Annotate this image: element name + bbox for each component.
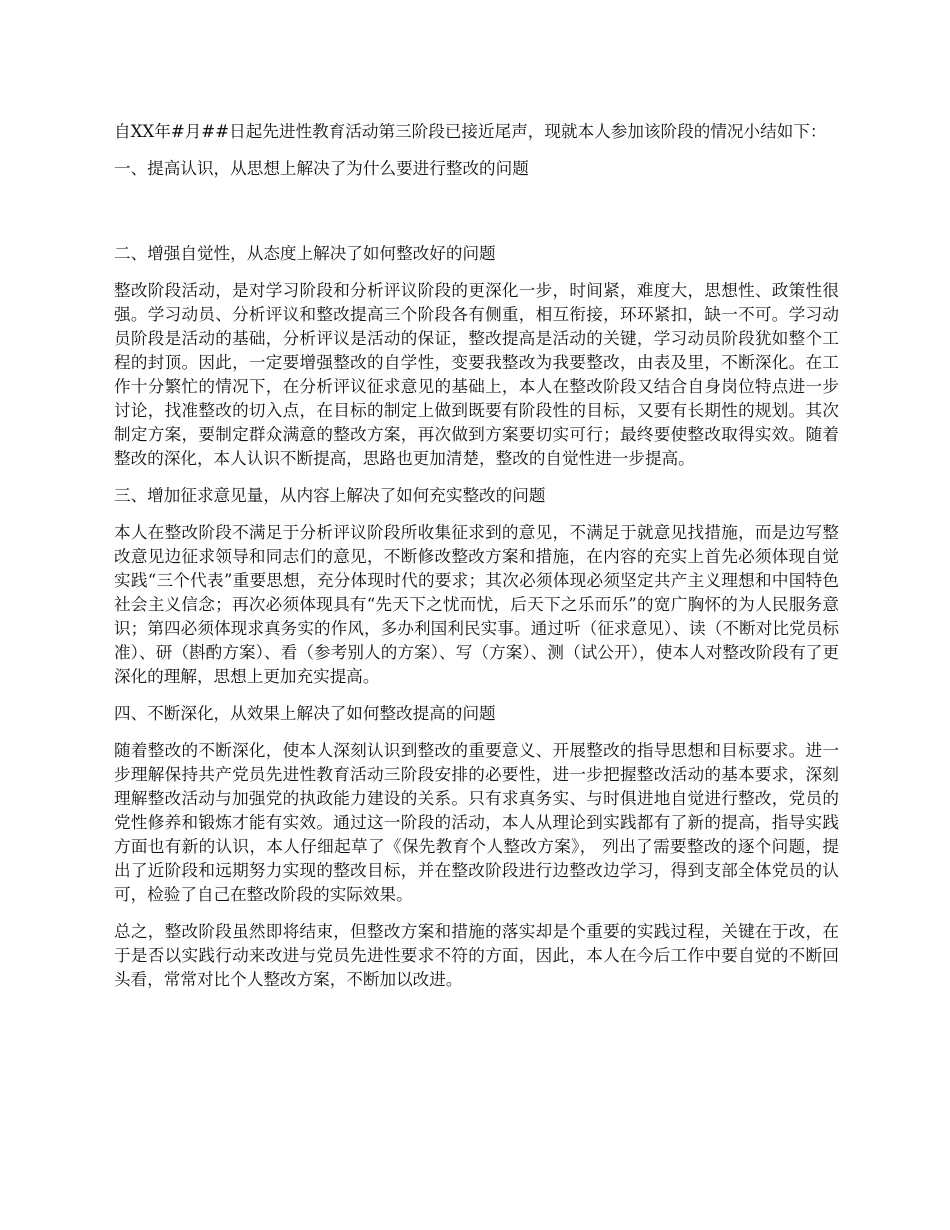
section-4-heading: 四、不断深化，从效果上解决了如何整改提高的问题	[114, 704, 496, 723]
conclusion-paragraph: 总之，整改阶段虽然即将结束，但整改方案和措施的落实却是个重要的实践过程，关键在于改，在于是否以实践行动来改进与党员先进性要求不符的方面，因此，本人在今后工作中要自觉的不断回头看，常常对比个人整改方案，不断加以改进。	[114, 922, 839, 989]
section-1-heading: 一、提高认识，从思想上解决了为什么要进行整改的问题	[114, 159, 529, 178]
section-3-body: 本人在整改阶段不满足于分析评议阶段所收集征求到的意见，不满足于就意见找措施，而是边写整改意见边征求领导和同志们的意见，不断修改整改方案和措施，在内容的充实上首先必须体现自觉实践“三个代表”重要思想，充分体现时代的要求；其次必须体现必须坚定共产主义理想和中国特色社会主义信念；再次必须体现具有“先天下之忧而忧，后天下之乐而乐”的宽广胸怀的为人民服务意识；第四必须体现求真务实的作风，多办利国利民实事。通过听（征求意见）、读（不断对比党员标准）、研（斟酌方案）、看（参考别人的方案）、写（方案）、测（试公开），使本人对整改阶段有了更深化的理解，思想上更加充实提高。	[114, 523, 839, 686]
document-page	[114, 120, 839, 1005]
section-2-body: 整改阶段活动，是对学习阶段和分析评议阶段的更深化一步，时间紧，难度大，思想性、政策性很强。学习动员、分析评议和整改提高三个阶段各有侧重，相互衔接，环环紧扣，缺一不可。学习动员阶段是活动的基础，分析评议是活动的保证，整改提高是活动的关键，学习动员阶段犹如整个工程的封顶。因此，一定要增强整改的自学性，变要我整改为我要整改，由表及里，不断深化。在工作十分繁忙的情况下，在分析评议征求意见的基础上，本人在整改阶段又结合自身岗位特点进一步讨论，找准整改的切入点，在目标的制定上做到既要有阶段性的目标，又要有长期性的规划。其次制定方案，要制定群众满意的整改方案，再次做到方案要切实可行；最终要使整改取得实效。随着整改的深化，本人认识不断提高，思路也更加清楚，整改的自觉性进一步提高。	[114, 281, 839, 468]
section-4-body: 随着整改的不断深化，使本人深刻认识到整改的重要意义、开展整改的指导思想和目标要求。进一步理解保持共产党员先进性教育活动三阶段安排的必要性，进一步把握整改活动的基本要求，深刻理解整改活动与加强党的执政能力建设的关系。只有求真务实、与时俱进地自觉进行整改，党员的党性修养和锻炼才能有实效。通过这一阶段的活动，本人从理论到实践都有了新的提高，指导实践方面也有新的认识，本人仔细起草了《保先教育个人整改方案》， 列出了需要整改的逐个问题，提出了近阶段和远期努力实现的整改目标，并在整改阶段进行边整改边学习，得到支部全体党员的认可，检验了自己在整改阶段的实际效果。	[114, 741, 839, 904]
intro-paragraph: 自XX年#月##日起先进性教育活动第三阶段已接近尾声，现就本人参加该阶段的情况小结如下：	[114, 122, 827, 141]
section-3-heading: 三、增加征求意见量，从内容上解决了如何充实整改的问题	[114, 486, 546, 505]
section-2-heading: 二、增强自觉性，从态度上解决了如何整改好的问题	[114, 244, 496, 263]
